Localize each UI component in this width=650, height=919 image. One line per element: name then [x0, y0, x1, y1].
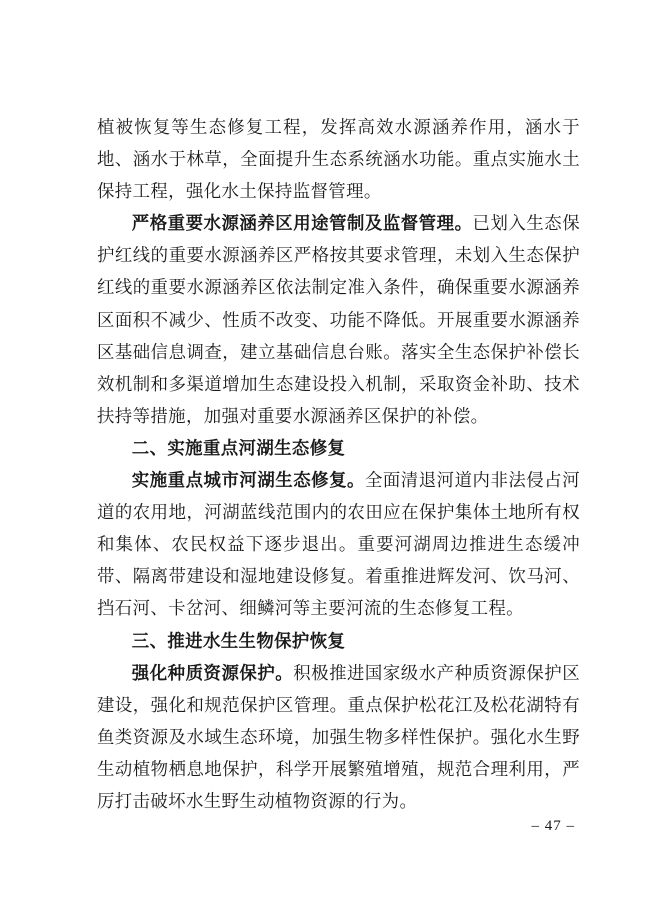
- paragraph-lead: 严格重要水源涵养区用途管制及监督管理。: [131, 214, 473, 235]
- paragraph-germplasm-protection: [97, 658, 580, 818]
- page-number: – 47 –: [531, 818, 575, 834]
- section-heading-river-lake-restoration: 二、实施重点河湖生态修复: [131, 438, 346, 459]
- paragraph-lead: 实施重点城市河湖生态修复。: [131, 471, 365, 492]
- section-heading-aquatic-protection: 三、推进水生生物保护恢复: [131, 631, 346, 652]
- paragraph-water-conservation-control: [97, 208, 580, 433]
- paragraph-body: 积极推进国家级水产种质资源保护区建设，强化和规范保护区管理。重点保护松花江及松花湖特有鱼类资源及水域生态环境，加强生物多样性保护。强化水生野生动植物栖息地保护，科学开展繁殖增殖，规范合理利用，严厉打击破坏水生野生动植物资源的行为。: [97, 663, 580, 812]
- paragraph-lead: 强化种质资源保护。: [131, 663, 294, 684]
- paragraph-body: 全面清退河道内非法侵占河道的农用地，河湖蓝线范围内的农田应在保护集体土地所有权和集体、农民权益下逐步退出。重要河湖周边推进生态缓冲带、隔离带建设和湿地建设修复。着重推进辉发河、饮马河、挡石河、卡岔河、细鳞河等主要河流的生态修复工程。: [97, 471, 580, 620]
- paragraph-urban-river-restoration: [97, 465, 580, 625]
- paragraph-body: 已划入生态保护红线的重要水源涵养区严格按其要求管理，未划入生态保护红线的重要水源涵养区依法制定准入条件，确保重要水源涵养区面积不减少、性质不改变、功能不降低。开展重要水源涵养区基础信息调查，建立基础信息台账。落实全生态保护补偿长效机制和多渠道增加生态建设投入机制，采取资金补助、技术扶持等措施，加强对重要水源涵养区保护的补偿。: [97, 214, 580, 427]
- paragraph-continuation: 植被恢复等生态修复工程，发挥高效水源涵养作用，涵水于地、涵水于林草，全面提升生态系统涵水功能。重点实施水土保持工程，强化水土保持监督管理。: [97, 118, 580, 203]
- body-text: [97, 112, 580, 818]
